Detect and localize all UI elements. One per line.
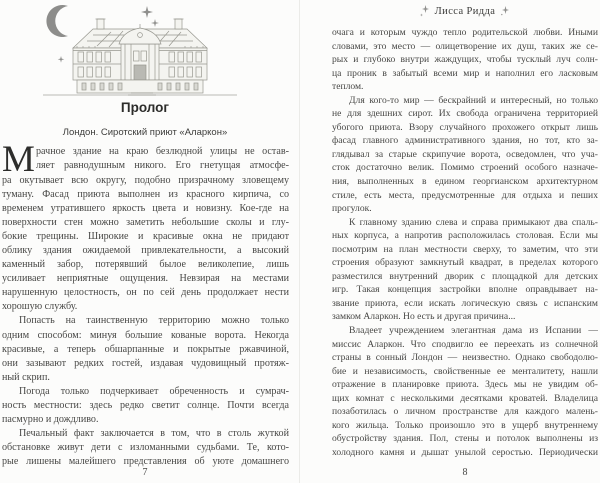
dropcap-lines [36,145,289,173]
text-line: страны в сонный Лондон — неизвестно. Однако свободолю- [332,352,598,364]
text-line: одним способом: минуя большие кованые ворота. Некогда [2,329,289,341]
paragraph [332,26,598,94]
text-line: звание приюта, если искать логическую связь с испанским [332,297,598,309]
text-line: обстановке живут дети с изломанными судьбами. Те, кото- [2,441,289,453]
text-line: глядывал за старые скрипучие ворота, осведомлен, что уча- [332,148,598,160]
text-line: рых и глубоко внутри жаждущих, чтобы тусклый луч солн- [332,54,598,66]
chapter-subtitle: Лондон. Сиротский приют «Аларкон» [62,127,228,138]
text-line: ный скрип. [2,371,50,383]
text-line: они зазывают редких гостей, издавая чудовищный протяж- [2,357,289,369]
text-line: убогого приюта. Взору случайного прохожего открыт лишь [332,121,598,133]
text-line: ра окутывает всю округу, подобно призрачному зловещему [2,175,289,186]
text-line: холодного камня и дышат унылой серостью. Периодически [332,446,598,458]
text-line: миссис Аларкон. Что сподвигло ее переехать из солнечной [332,338,598,350]
text-line: разместился внутренний дворик с площадкой для детских [332,270,598,282]
text-line: рые лишены малейшего представления об уюте домашнего [2,455,289,467]
text-line: Погода только подчеркивает обреченность и сумрач- [19,385,289,397]
text-line: ных корпуса, а напротив расположилась столовая. Если мы [332,230,598,242]
orphanage-illustration [35,2,245,98]
text-line: стиле, есть места, предусмотренные для отдыха и пеших [332,189,598,201]
text-line: игр. Такая концепция застройки вполне оправдывает на- [332,284,598,296]
paragraph [2,385,289,427]
text-line: бокие трещины. Широкие и красивые окна не придают [2,231,289,243]
sparkle-icon [501,6,510,16]
text-line: бие и независимость, свойственные ее менталитету, нашли [332,365,598,377]
text-line: строения образуют замкнутый квадрат, в пределах которого [332,257,598,269]
text-line: Печальный факт заключается в том, что в столь жуткой [19,427,289,439]
text-line: ность местности: здесь редко светит солнце. Почти всегда [2,399,289,411]
text-line: очага и которым чуждо тепло родительской любви. Иными [332,27,598,38]
running-header-text: Лисса Ридда [434,5,496,17]
paragraph [332,216,598,324]
text-line: красивые, а теперь обшарпанные и покрытые ржавчиной, [2,343,289,355]
text-line: рачное здание на краю безлюдной улицы не остав- [36,146,289,157]
paragraph [2,139,289,314]
text-line: каменный забор, потерявший былое великолепие, лишь [2,259,289,271]
text-line: временем утратившего яркость цвета и новизну. Кое-где на [2,203,289,215]
text-line: хорошую службу. [2,301,78,313]
paragraph [332,94,598,216]
paragraph [2,314,289,384]
text-line: туману. Фасад приюта выполнен из красного кирпича, со [2,189,289,201]
text-line: обустройству здания. Пол, стены и потолок выполнены из [332,433,598,445]
text-line: пасмурно и дождливо. [2,413,99,425]
crescent-moon-icon [46,5,68,37]
drop-cap: М [2,139,35,180]
text-line: прогулок. [332,203,372,215]
text-line: кого жильца. Только произошло это в ущерб внутреннему [332,419,598,431]
text-line: Для кого-то мир — бескрайний и интересный, но только [349,94,598,106]
text-line: замком Аларкон. Но есть и другая причина... [332,311,516,323]
text-line: словами, это место — олицетворение их душ, таких же се- [332,40,598,52]
text-line: теплом. [332,81,364,93]
text-line: ляет равнодушным никого. Его гнетущая атмосфе- [36,160,289,172]
text-line: облику здания ожидаемой привлекательности, а высокий [2,245,289,257]
text-line: К главному зданию слева и справа примыкают два спаль- [349,216,598,228]
page-gutter-divider [299,0,300,483]
text-line: ца проник в забытый всеми мир и наполнил его ласковым [332,67,598,79]
paragraph [332,324,598,459]
paragraph [2,427,289,469]
text-line: фасад главного административного здания, но тот, кто за- [332,135,598,147]
text-line: не для здешних сирот. Их свобода ограничена территорией [332,108,598,120]
page-number-left: 7 [142,467,148,478]
text-line: отражение в планировке приюта. Здесь мы не увидим об- [332,379,598,391]
right-page [300,0,600,483]
building-sketch [43,19,237,95]
text-line: сток достаточно велик. Помимо строений особого назначе- [332,162,598,174]
text-line: позаботилась о личном пространстве для каждого малень- [332,406,598,418]
text-line: усиливает неприятные ощущения. Невзирая на местами [2,273,289,285]
text-line: нарушенную целостность, он по сей день продолжает нести [2,287,289,299]
text-line: ния, выполненных в едином георгианском архитектурном [332,176,598,188]
text-line: посмотрим на план местности сверху, то заметим, что эти [332,243,598,255]
sparkle-icon [420,5,429,17]
right-page-body [332,26,598,460]
text-line: щих комнат с несколькими десятками кроватей. Владелица [332,392,598,404]
running-header [332,5,598,17]
chapter-title: Пролог [120,100,170,115]
dropcap-row [2,139,289,180]
text-line: поверхности стен можно заметить небольшие сколы и глу- [2,217,289,229]
page-number-right: 8 [462,467,468,478]
left-page-body [2,139,289,469]
text-line: Попасть на таинственную территорию можно только [19,315,289,327]
text-line: Владеет учреждением элегантная дама из Испании — [349,325,598,337]
